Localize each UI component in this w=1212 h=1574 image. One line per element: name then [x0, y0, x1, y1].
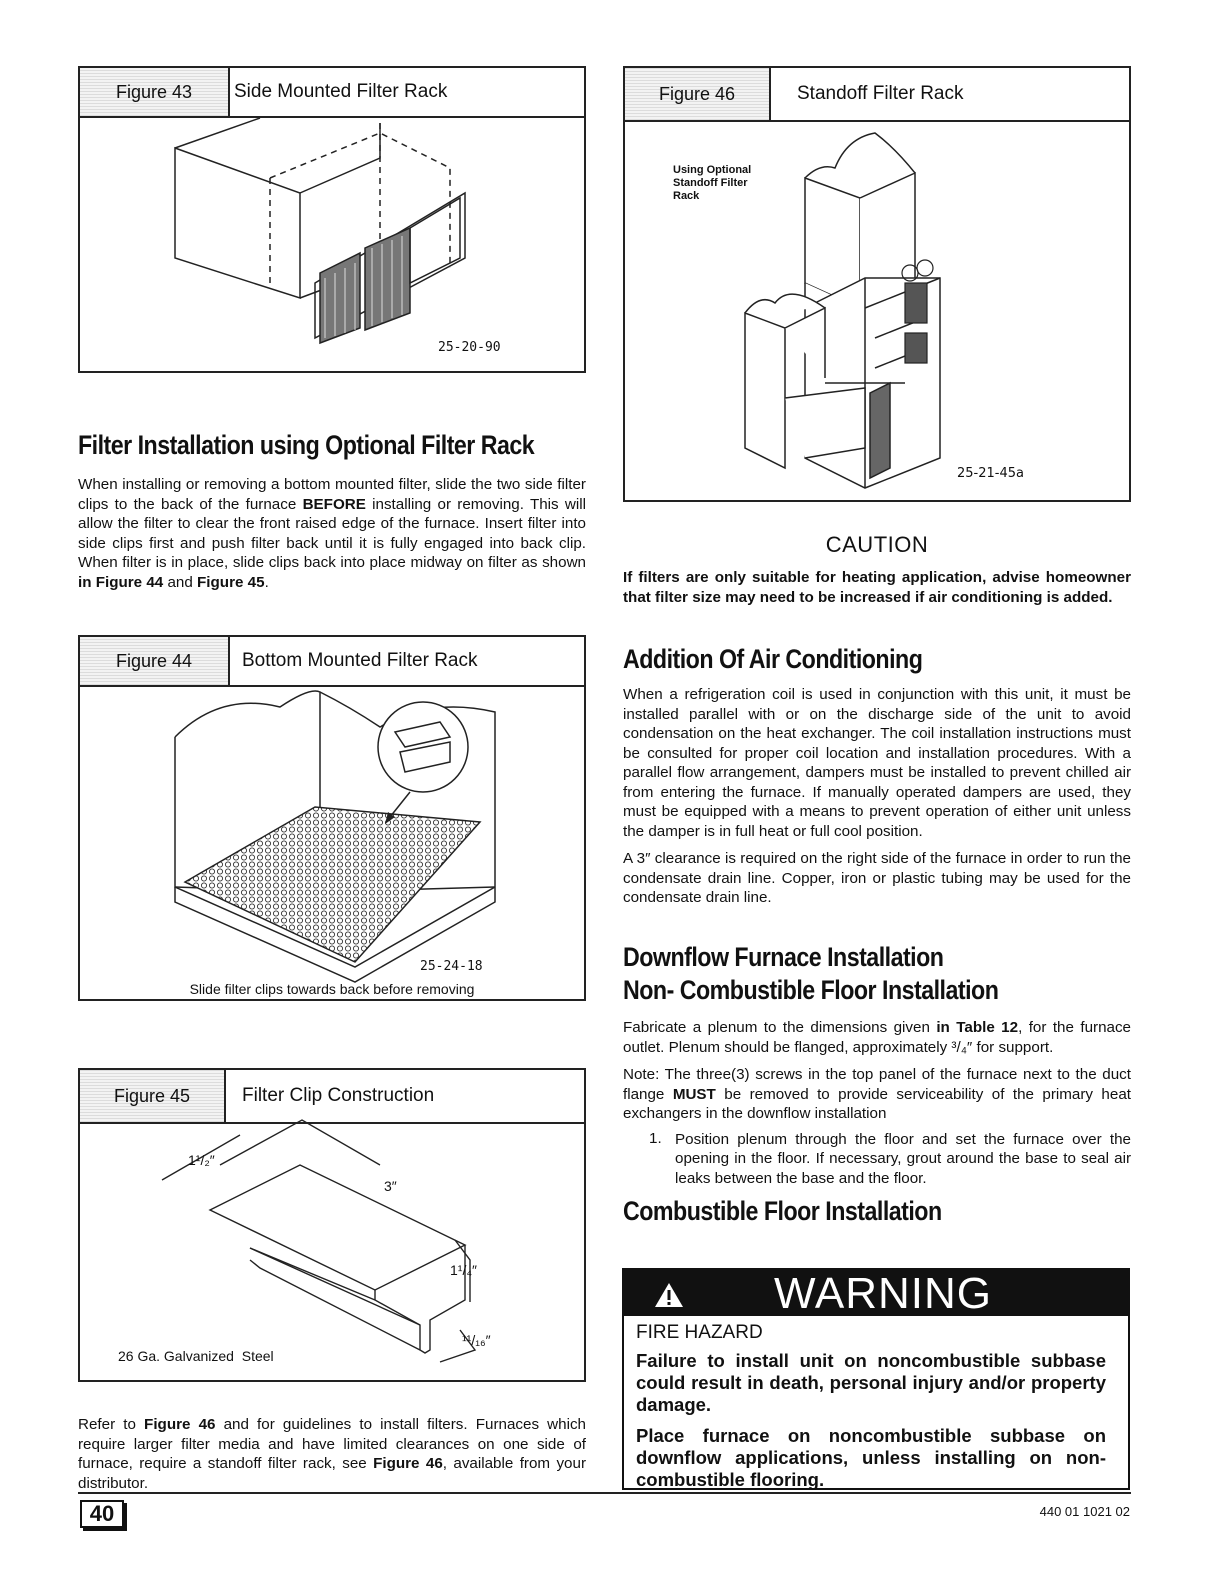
figure-44-title: Bottom Mounted Filter Rack	[242, 650, 478, 671]
list-item	[623, 1130, 1131, 1189]
downflow-paragraph-2: Note: The three(3) screws in the top panel of the furnace next to the duct flange MUST be removed to provide serviceability of the primary heat exchangers in the downflow installation	[623, 1066, 1131, 1122]
downflow-heading: Downflow Furnace Installation	[623, 942, 944, 972]
figure-43	[78, 66, 586, 373]
warning-title: WARNING	[774, 1269, 993, 1318]
fire-hazard: FIRE HAZARD	[636, 1322, 763, 1343]
side-mounted-filter-illustration	[80, 68, 584, 371]
warning-text-2: Place furnace on noncombustible subbase on downflow applications, unless installing on non-combustible flooring.	[636, 1425, 1106, 1490]
figure-43-code: 25-20-90	[438, 340, 501, 355]
figure-44-tab: Figure 44	[80, 637, 230, 685]
filter-installation-section	[78, 430, 586, 592]
dim-3: 3″	[384, 1178, 397, 1194]
figure-45-material: 26 Ga. Galvanized Steel	[118, 1348, 274, 1364]
filter-installation-heading: Filter Installation using Optional Filter Rack	[78, 430, 535, 460]
list-number: 1.	[649, 1129, 662, 1147]
noncombustible-heading: Non- Combustible Floor Installation	[623, 975, 999, 1005]
figure-46-tab: Figure 46	[625, 68, 771, 120]
warning-text-1: Failure to install unit on noncombustible subbase could result in death, personal injury and/or property damage.	[636, 1350, 1106, 1415]
list-text: Position plenum through the floor and set the furnace over the opening in the floor. If necessary, grout around the base to seal air leaks between the base and the floor.	[675, 1130, 1131, 1187]
warning-triangle-icon	[654, 1282, 684, 1308]
figure-44	[78, 635, 586, 1001]
air-conditioning-heading: Addition Of Air Conditioning	[623, 644, 923, 674]
figure-43-tab: Figure 43	[80, 68, 230, 116]
figure-46	[623, 66, 1131, 502]
figure-44-code: 25-24-18	[420, 959, 483, 974]
caution-title: CAUTION	[825, 532, 929, 557]
figure-43-title: Side Mounted Filter Rack	[234, 81, 448, 102]
figure-45-tab: Figure 45	[80, 1070, 226, 1122]
figure-46-label: Using Optional Standoff Filter Rack	[673, 164, 752, 202]
caution-box	[623, 532, 1131, 607]
figure-44-caption: Slide filter clips towards back before removing	[189, 981, 475, 997]
caution-text: If filters are only suitable for heating application, advise homeowner that filter size may need to be increased if air conditioning is added.	[623, 569, 1131, 606]
dim-1-1-2: 1¹/₂″	[188, 1152, 215, 1168]
dim-1-1-4: 1¹/₄″	[450, 1262, 478, 1278]
footer-rule	[78, 1492, 1131, 1494]
figure-45-title: Filter Clip Construction	[242, 1085, 435, 1106]
filter-installation-paragraph: When installing or removing a bottom mounted filter, slide the two side filter clips to the back of the furnace BEFORE installing or removing. This will allow the filter to clear the front raised edge of the furnace. Insert filter into side clips first and push filter back until it is fully engaged into back clip. When filter is in place, slide clips back into place midway on filter as shown in Figure 44 and Figure 45.	[78, 476, 586, 591]
downflow-section	[623, 942, 1131, 1227]
document-number: 440 01 1021 02	[1039, 1504, 1130, 1519]
air-conditioning-paragraph-2: A 3″ clearance is required on the right side of the furnace in order to run the condensate drain line. Copper, iron or plastic tubing may be used for the condensate drain line.	[623, 850, 1131, 906]
bottom-mounted-filter-illustration	[80, 637, 584, 999]
air-conditioning-section	[623, 644, 1131, 908]
page-number: 40	[80, 1500, 124, 1528]
warning-header	[624, 1270, 1128, 1316]
figure-46-code: 25-21-45a	[957, 466, 1024, 481]
standoff-paragraph: Refer to Figure 46 and for guidelines to install filters. Furnaces which require larger filter media and have limited clearances on one side of furnace, require a standoff filter rack, see Figure 46, available from your distributor.	[78, 1416, 586, 1492]
figure-46-title: Standoff Filter Rack	[797, 83, 964, 104]
filter-clip-illustration	[80, 1070, 584, 1380]
warning-box	[622, 1268, 1130, 1490]
downflow-paragraph-1: Fabricate a plenum to the dimensions given in Table 12, for the furnace outlet. Plenum should be flanged, approximately ³/₄″ for support.	[623, 1019, 1132, 1056]
combustible-floor-heading: Combustible Floor Installation	[623, 1196, 942, 1226]
dim-11-16: ¹¹/₁₆″	[462, 1332, 491, 1348]
air-conditioning-paragraph-1: When a refrigeration coil is used in conjunction with this unit, it must be installed parallel with or on the discharge side of the unit to avoid condensation on the heat exchanger. The coil installation instructions must be consulted for proper coil location and installation procedures. With a parallel flow arrangement, dampers must be installed to prevent chilled air from entering the furnace. If manually operated dampers are used, they must be equipped with a means to prevent operation of either unit unless the damper is in full heat or full cool position.	[623, 686, 1131, 840]
figure-45	[78, 1068, 586, 1382]
standoff-filter-illustration	[625, 68, 1129, 500]
